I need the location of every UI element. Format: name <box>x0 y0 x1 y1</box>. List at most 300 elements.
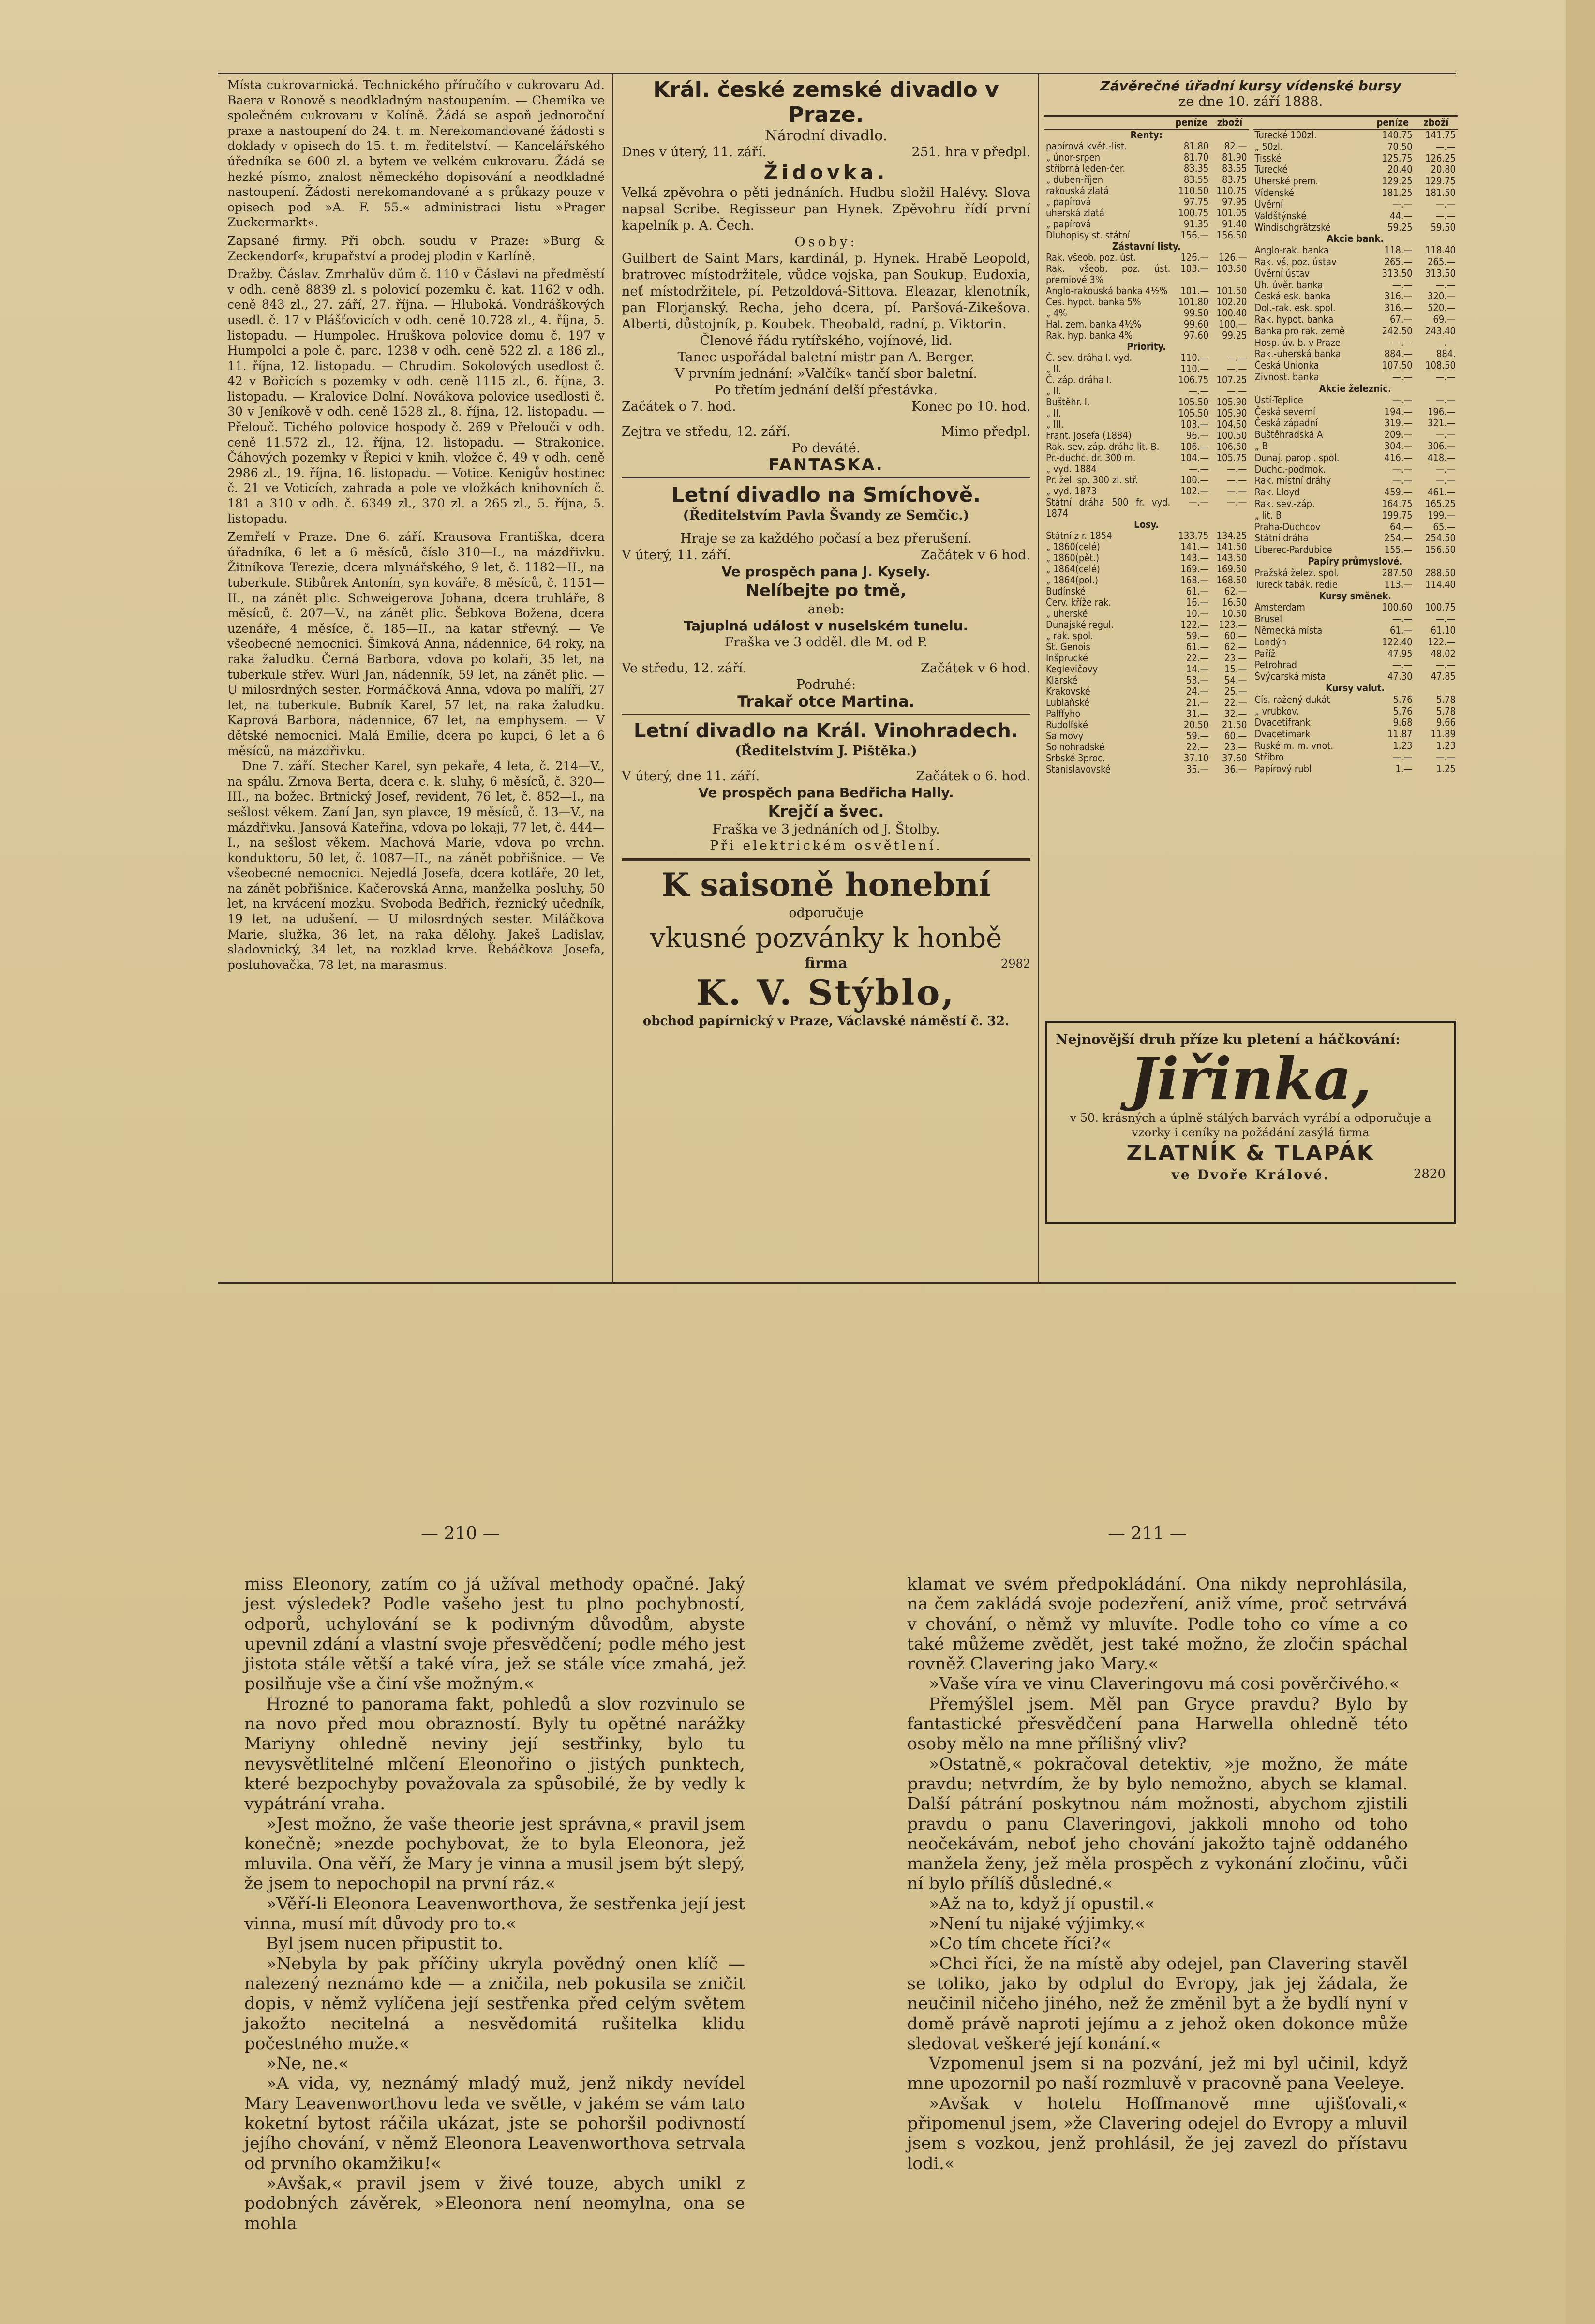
bourse-penize: 20.50 <box>1183 719 1209 730</box>
smichov-title: Letní divadlo na Smíchově. <box>671 483 981 507</box>
bourse-name: Rak. sev.-záp. dráha lit. B. <box>1046 441 1160 452</box>
bourse-penize: 884.— <box>1384 348 1413 360</box>
bourse-row <box>1044 486 1249 497</box>
bourse-penize: 104.— <box>1180 452 1209 463</box>
bourse-row <box>1044 730 1249 742</box>
bourse-penize: 105.50 <box>1178 408 1209 419</box>
bourse-name: Duchc.-podmok. <box>1254 463 1326 475</box>
bourse-zbozi: 83.55 <box>1222 163 1247 174</box>
bourse-penize: 5.76 <box>1393 705 1413 717</box>
bourse-name: Anglo-rak. banka <box>1254 245 1329 256</box>
bourse-penize: 97.75 <box>1183 196 1209 208</box>
next-sub: Po deváté. <box>791 441 861 456</box>
bourse-name: „ vyd. 1884 <box>1046 463 1097 475</box>
bourse-row <box>1253 498 1458 510</box>
bourse-penize: 1.— <box>1395 763 1413 775</box>
bourse-zbozi: —.— <box>1226 497 1247 508</box>
bourse-zbozi: 243.40 <box>1425 325 1456 337</box>
bourse-zbozi: 99.25 <box>1222 330 1247 341</box>
bourse-zbozi: 54.— <box>1224 675 1247 686</box>
novel-paragraph: Hrozné to panorama fakt, pohledů a slov rozvinulo se na novo před mou obrazností. Byly tu opětné narážky Mariyny ohledně neviny její sestřinky, bylo tu nevysvětlitelné mlčení Eleonořino o jistých punktech, které bezpochyby považovala za spůsobilé, že by vedly k vypátrání vraha. <box>244 1694 745 1814</box>
bourse-zbozi: —.— <box>1226 352 1247 363</box>
bourse-rule <box>1044 115 1458 117</box>
bourse-name: „ II. <box>1046 386 1061 397</box>
bourse-name: Česká Unionka <box>1254 360 1319 372</box>
bourse-row <box>1044 641 1249 653</box>
bourse-row <box>1044 174 1249 185</box>
bourse-zbozi: 5.78 <box>1436 705 1456 717</box>
bourse-penize: 113.— <box>1384 579 1413 590</box>
novel-paragraph: »Věří-li Eleonora Leavenworthova, že sestřenka její jest vinna, musí mít důvody pro to.« <box>244 1894 745 1934</box>
bourse-name: Budínské <box>1046 586 1086 597</box>
bourse-name: Státní z r. 1854 <box>1046 530 1112 541</box>
bourse-zbozi: —.— <box>1226 363 1247 374</box>
bourse-zbozi: 103.50 <box>1216 263 1247 274</box>
bourse-row <box>1253 406 1458 418</box>
column-bourse <box>1044 77 1458 775</box>
bourse-name: Státní dráha <box>1254 533 1309 544</box>
bourse-zbozi: 23.— <box>1224 742 1247 753</box>
bourse-penize: 107.50 <box>1382 360 1413 372</box>
novel-paragraph: miss Eleonory, zatím co já užíval methody opačné. Jaký jest výsledek? Podle vašeho jest tu plno pochybností, odporů, uchylování se k podivným důvodům, abyste upevnil zdání a vlastní svoje přesvědčení; podle mého jest jistota stále větší a také víra, jež se stále více zmahá, jež posilňuje vše a činí vše možným.« <box>244 1575 745 1694</box>
bourse-zbozi: 60.— <box>1224 730 1247 742</box>
bourse-name: Banka pro rak. země <box>1254 325 1345 337</box>
bourse-zbozi: —.— <box>1435 429 1456 441</box>
bourse-penize: 118.— <box>1384 245 1413 256</box>
novel-paragraph: »Ostatně,« pokračoval detektiv, »je možno, že máte pravdu; netvrdím, že by bylo nemožno, abych se klamal. Další pátrání poskytnou nám možnosti, abychom zjistili pravdu o panu Claveringovi, jakkoli mnoho od toho neočekávám, neboť jeho chování jakožto tajně oddaného manžela ženy, jež měla prospěch z vykonání zločinu, vůči ní bylo přílíš důsledné.« <box>907 1754 1408 1894</box>
bourse-row <box>1253 222 1458 234</box>
bourse-penize: —.— <box>1392 198 1413 210</box>
theatre-perf: 251. hra v předpl. <box>911 145 1030 160</box>
bourse-name: Uh. úvěr. banka <box>1254 279 1323 291</box>
bourse-penize: 11.87 <box>1387 729 1413 740</box>
bourse-name: Uherské prem. <box>1254 176 1319 187</box>
middle-rule <box>218 1282 1456 1284</box>
bourse-penize: 126.— <box>1180 252 1209 263</box>
smichov-play2: Tajuplná událost v nuselském tunelu. <box>684 618 969 634</box>
bourse-penize: 141.— <box>1180 541 1209 552</box>
bourse-zbozi: —.— <box>1226 475 1247 486</box>
bourse-zbozi: 254.50 <box>1425 533 1456 544</box>
bourse-row <box>1253 441 1458 452</box>
vinohrady-play: Krejčí a švec. <box>768 802 884 820</box>
bourse-penize: 64.— <box>1389 521 1413 533</box>
bourse-row <box>1253 533 1458 544</box>
bourse-penize: 103.— <box>1180 263 1209 274</box>
novel-paragraph: »Ne, ne.« <box>266 2054 349 2074</box>
bourse-name: „ III. <box>1046 419 1064 430</box>
bourse-penize: 22.— <box>1186 742 1209 753</box>
bourse-row <box>1044 163 1249 174</box>
bourse-penize: 199.75 <box>1382 509 1413 521</box>
bourse-zbozi: 62.— <box>1224 586 1247 597</box>
smichov-next-play: Trakař otce Martina. <box>737 692 915 711</box>
bourse-group-heading: Priority. <box>1127 341 1166 352</box>
bourse-penize: —.— <box>1392 372 1413 383</box>
page-edge <box>1566 0 1595 2324</box>
bourse-name: Paříž <box>1254 648 1276 659</box>
bourse-row <box>1253 602 1458 613</box>
bourse-row <box>1253 591 1458 602</box>
bourse-penize: 110.— <box>1180 352 1209 363</box>
play-start: Začátek o 7. hod. <box>622 399 736 414</box>
bourse-zbozi: 37.60 <box>1222 753 1247 764</box>
bourse-row <box>1253 314 1458 326</box>
bourse-penize: 83.35 <box>1183 163 1209 174</box>
bourse-row <box>1253 129 1458 141</box>
bourse-zbozi: 181.50 <box>1425 187 1456 199</box>
smichov-start: Začátek v 6 hod. <box>921 548 1030 563</box>
novel-paragraph: »Vaše víra ve vinu Claveringovu má cosi pověrčivého.« <box>929 1674 1400 1694</box>
novel-paragraph: »A vida, vy, neznámý mladý muž, jenž nikdy nevídel Mary Leavenworthovu leda ve světle, v jakém se vám tato koketní bytost ráčila ukázat, jste se pohoršil podivností jejího chování, v němž Eleonora Leavenworthova setrvala od prvního okamžiku!« <box>244 2074 745 2174</box>
bourse-penize: —.— <box>1392 659 1413 671</box>
bourse-group-heading: Kursy valut. <box>1326 683 1385 694</box>
bourse-penize: 133.75 <box>1178 530 1209 541</box>
smichov-sub: (Ředitelstvím Pavla Švandy ze Semčic.) <box>683 508 969 523</box>
bourse-zbozi: —.— <box>1226 386 1247 397</box>
bourse-penize: 122.— <box>1180 619 1209 630</box>
ad-hunting-addr: obchod papírnický v Praze, Václavské náměstí č. 32. <box>642 1014 1010 1028</box>
bourse-zbozi: 168.50 <box>1216 575 1247 586</box>
bourse-zbozi: 10.50 <box>1222 608 1247 619</box>
bourse-name: Petrohrad <box>1254 659 1297 671</box>
bourse-zbozi: 134.25 <box>1216 530 1247 541</box>
bourse-name: Turecké <box>1254 164 1288 176</box>
next-note: Mimo předpl. <box>941 424 1030 439</box>
bourse-penize: 31.— <box>1186 708 1209 719</box>
smichov-next-sub: Podruhé: <box>796 677 856 692</box>
bourse-row <box>1253 752 1458 763</box>
bourse-left-body <box>1044 129 1249 775</box>
bourse-row <box>1044 475 1249 486</box>
novel-paragraph: »Avšak,« pravil jsem v živé touze, abych unikl z podobných závěrek, »Eleonora není neomylna, ona se mohla <box>244 2174 745 2234</box>
bourse-left-zbozi-head: zboží <box>1210 117 1249 129</box>
bourse-name: „ rak. spol. <box>1046 630 1093 641</box>
bourse-penize: 106.75 <box>1178 374 1209 386</box>
bourse-name: „ uherské <box>1046 608 1088 619</box>
bourse-zbozi: 23.— <box>1224 653 1247 664</box>
bourse-row <box>1253 429 1458 441</box>
bourse-zbozi: 102.20 <box>1216 297 1247 308</box>
theatre-title: Král. české zemské divadlo v Praze. <box>653 77 999 127</box>
bourse-zbozi: —.— <box>1226 463 1247 475</box>
novel-paragraph: »Chci říci, že na místě aby odejel, pan Clavering stavěl se toliko, jako by odplul do Evropy, jak jej žádala, že neučinil ničeho jiného, než že změnil byt a že bydlí nyní v domě právě naproti jejímu a z jehož oken dokonce může sledovat veškeré její konání.« <box>907 1954 1408 2054</box>
bourse-name: Windischgrätzské <box>1254 222 1331 233</box>
bourse-zbozi: 69.— <box>1433 314 1456 326</box>
theatre-divider-2 <box>622 714 1030 715</box>
smichov-aneb: aneb: <box>807 602 845 617</box>
bourse-name: Čes. hypot. banka 5% <box>1046 297 1141 308</box>
bourse-penize: 242.50 <box>1382 325 1413 337</box>
bourse-name: Česká severní <box>1254 406 1315 417</box>
bourse-penize: 61.— <box>1186 641 1209 653</box>
bourse-name: „ II. <box>1046 363 1061 374</box>
bourse-row <box>1044 575 1249 586</box>
bourse-name: „ 50zl. <box>1254 141 1283 152</box>
bourse-penize: 316.— <box>1384 291 1413 302</box>
bourse-penize: 164.75 <box>1382 498 1413 510</box>
bourse-name: „ únor-srpen <box>1046 152 1101 163</box>
ad-yarn-city: ve Dvoře Králové. <box>1171 1167 1330 1183</box>
bourse-name: Dol.-rak. esk. spol. <box>1254 302 1336 314</box>
bourse-penize: 53.— <box>1186 675 1209 686</box>
bourse-zbozi: 1.23 <box>1436 740 1456 752</box>
bourse-zbozi: 418.— <box>1427 452 1456 463</box>
bourse-row <box>1044 129 1249 141</box>
bourse-row <box>1253 487 1458 498</box>
bourse-zbozi: —.— <box>1435 394 1456 406</box>
bourse-penize: 106.— <box>1180 441 1209 452</box>
bourse-name: „ papírová <box>1046 219 1091 230</box>
bourse-name: Německá místa <box>1254 625 1323 636</box>
bourse-penize: 70.50 <box>1387 141 1413 152</box>
bourse-row <box>1044 397 1249 408</box>
bourse-zbozi: —.— <box>1435 659 1456 671</box>
bourse-name: Keglevičovy <box>1046 664 1098 675</box>
notice-deaths-2: Dne 7. září. Stecher Karel, syn pekaře, 4 leta, č. 214—V., na spálu. Zrnova Berta, dcera c. k. sluhy, 6 měsíců, č. 320—III., na božec. Brtnický Josef, revident, 76 let, č. 852—I., na sešlost věkem. Zaní Jan, syn plavce, 19 měsíců, č. 13—V., na mázdřivku. Jansová Kateřina, vdova po lokaji, 77 let, č. 444—I., na sešlost věkem. Machová Marie, vdova po vrchn. konduktoru, 50 let, č. 1087—II., na zánět pobřišnice. — Ve všeobecné nemocnici. Nejedlá Josefa, dcera kotláře, 20 let, na zánět pobřišnice. Kačerovská Anna, manželka posluhy, 50 let, na krvácení mozku. Svoboda Bedřich, řeznický učedník, 19 let, na udušení. — U milosrdných sester. Miláčkova Marie, služka, 36 let, na raka dělohy. Jakeš Ladislav, sladovnický, 34 let, na rozklad krve. Řebáčkova Josefa, posluhovačka, 78 let, na marasmus. <box>227 759 605 972</box>
cast-list: Guilbert de Saint Mars, kardinál, p. Hynek. Hrabě Leopold, bratrovec místodržitele, vůdce vojska, pan Soukup. Eudoxia, neť místodržitele, pí. Petzoldová-Sittova. Eleazar, klenotník, pan Florjanský. Recha, jeho dcera, pí. Paršová-Zikešova. Alberti, důstojník, p. Koubek. Theobald, radní, p. Viktorin. <box>622 251 1030 332</box>
bourse-row <box>1044 441 1249 452</box>
bourse-penize: 9.68 <box>1393 717 1413 729</box>
bourse-row <box>1044 386 1249 397</box>
bourse-zbozi: 126.25 <box>1425 152 1456 164</box>
bourse-penize: 81.80 <box>1183 141 1209 152</box>
theatre-dateline <box>622 144 1030 161</box>
bourse-row <box>1253 291 1458 302</box>
bourse-zbozi: 25.— <box>1224 686 1247 697</box>
novel-paragraph: Byl jsem nucen připustit to. <box>266 1934 504 1954</box>
bourse-penize: —.— <box>1392 394 1413 406</box>
bourse-penize: 110.50 <box>1178 185 1209 196</box>
bourse-zbozi: 82.— <box>1224 141 1247 152</box>
smichov-play: Nelíbejte po tmě, <box>745 581 907 600</box>
bourse-name: Srbské 3proc. <box>1046 753 1105 764</box>
bourse-penize: —.— <box>1392 463 1413 475</box>
bourse-name: Praha-Duchcov <box>1254 521 1321 533</box>
bourse-row <box>1044 541 1249 552</box>
bourse-row <box>1044 597 1249 608</box>
bourse-penize: —.— <box>1392 751 1413 763</box>
bourse-row <box>1044 196 1249 208</box>
bourse-group-heading: Renty: <box>1130 129 1163 141</box>
ad-hunting-main: vkusné pozvánky k honbě <box>650 923 1002 954</box>
bourse-row <box>1253 360 1458 372</box>
ad-yarn-box <box>1045 1021 1456 1224</box>
smichov-play3: Fraška ve 3 odděl. dle M. od P. <box>724 635 928 650</box>
vinohrady-light: Při elektrickém osvětlení. <box>710 838 942 853</box>
bourse-row <box>1044 241 1249 252</box>
bourse-zbozi: 165.25 <box>1425 498 1456 510</box>
bourse-penize: 61.— <box>1389 625 1413 636</box>
bourse-row <box>1044 297 1249 308</box>
bourse-row <box>1253 625 1458 637</box>
bourse-penize: 313.50 <box>1382 268 1413 279</box>
bourse-zbozi: 59.50 <box>1431 222 1456 233</box>
bourse-name: Č. sev. dráha I. vyd. <box>1046 352 1133 363</box>
bourse-zbozi: 884. <box>1436 348 1456 360</box>
bourse-penize: 316.— <box>1384 302 1413 314</box>
bourse-name: Tisské <box>1254 152 1282 164</box>
bourse-penize: 140.75 <box>1382 129 1413 141</box>
bourse-penize: 143.— <box>1180 552 1209 564</box>
bourse-name: Brusel <box>1254 613 1282 625</box>
bourse-name: uherská zlatá <box>1046 208 1105 219</box>
play-desc: Velká zpěvohra o pěti jednáních. Hudbu složil Halévy. Slova napsal Scribe. Regisseur pan Hynek. Zpěvohru řídí první kapelník p. A. Čech. <box>622 185 1030 233</box>
bourse-name: Londýn <box>1254 636 1287 648</box>
bourse-name: Pr.-duchc. dr. 300 m. <box>1046 452 1136 463</box>
bourse-row <box>1253 579 1458 591</box>
bourse-name: Klarské <box>1046 675 1078 686</box>
bourse-penize: 254.— <box>1384 533 1413 544</box>
vinohrady-sub: (Ředitelstvím J. Pištěka.) <box>735 744 917 759</box>
bourse-name: Švýcarská místa <box>1254 671 1326 683</box>
bourse-zbozi: 62.— <box>1224 641 1247 653</box>
bourse-name: Dluhopisy st. státní <box>1046 230 1130 241</box>
bourse-row <box>1253 372 1458 383</box>
bourse-zbozi: 313.50 <box>1425 268 1456 279</box>
bourse-right-body <box>1253 129 1458 775</box>
bourse-row <box>1253 729 1458 740</box>
bourse-penize: 459.— <box>1384 487 1413 498</box>
bourse-penize: 37.10 <box>1183 753 1209 764</box>
bourse-name: Č. záp. dráha I. <box>1046 374 1112 386</box>
bourse-row <box>1253 706 1458 717</box>
bourse-name: Cís. ražený dukát <box>1254 694 1330 705</box>
bourse-row <box>1253 326 1458 337</box>
bourse-row <box>1044 185 1249 196</box>
cast-members: Členové řádu rytířského, vojínové, lid. <box>700 333 953 348</box>
bourse-penize: —.— <box>1188 497 1209 508</box>
bourse-zbozi: 122.— <box>1427 636 1456 648</box>
bourse-name: „ papírová <box>1046 196 1091 208</box>
bourse-row <box>1044 208 1249 219</box>
bourse-penize: 59.— <box>1186 730 1209 742</box>
ad-yarn-num: 2820 <box>1413 1167 1446 1181</box>
notice-firms: Zapsané firmy. Při obch. soudu v Praze: »Burg & Zeckendorf«, krupařství a prodej plodin v Karlíně. <box>227 233 605 263</box>
column-divider-1 <box>612 73 613 1282</box>
bourse-name: Rak. hyp. banka 4% <box>1046 330 1133 341</box>
theatre-divider-3 <box>622 858 1030 861</box>
theatre-date: Dnes v úterý, 11. září. <box>622 145 767 160</box>
theatre-subtitle: Národní divadlo. <box>764 127 888 144</box>
vinohrady-title: Letní divadlo na Král. Vinohradech. <box>633 720 1019 742</box>
vinohrady-date: V úterý, dne 11. září. <box>622 769 760 784</box>
bourse-zbozi: 129.75 <box>1425 176 1456 187</box>
bourse-zbozi: 461.— <box>1427 487 1456 498</box>
bourse-name: Rudolfské <box>1046 719 1088 730</box>
bourse-row <box>1253 740 1458 752</box>
bourse-name: „ vrubkov. <box>1254 705 1299 717</box>
bourse-zbozi: 196.— <box>1427 406 1456 417</box>
bourse-penize: 1.23 <box>1393 740 1413 752</box>
bourse-name: Ruské m. m. vnot. <box>1254 740 1334 752</box>
bourse-penize: 416.— <box>1384 452 1413 463</box>
bourse-row <box>1253 302 1458 314</box>
bourse-penize: 101.80 <box>1178 297 1209 308</box>
bourse-penize: 44.— <box>1389 210 1413 222</box>
bourse-row <box>1044 675 1249 686</box>
bourse-row <box>1044 653 1249 664</box>
bourse-row <box>1044 285 1249 297</box>
bourse-zbozi: 105.90 <box>1216 397 1247 408</box>
bourse-name: Buštěhradská A <box>1254 429 1323 441</box>
bourse-name: papírová květ.-list. <box>1046 141 1127 152</box>
bourse-zbozi: 126.— <box>1219 252 1247 263</box>
bourse-group-heading: Losy. <box>1134 519 1159 530</box>
vinohrady-start: Začátek o 6. hod. <box>916 769 1030 784</box>
page-number-left: — 210 — <box>421 1524 500 1544</box>
bourse-row <box>1253 417 1458 429</box>
bourse-name: rakouská zlatá <box>1046 185 1109 196</box>
bourse-zbozi: 81.90 <box>1222 152 1247 163</box>
bourse-row <box>1253 337 1458 349</box>
bourse-penize: 100.— <box>1180 475 1209 486</box>
bourse-zbozi: —.— <box>1435 613 1456 625</box>
bourse-row <box>1253 671 1458 683</box>
bourse-penize: 14.— <box>1186 664 1209 675</box>
smichov-dateline <box>622 547 1030 564</box>
bourse-penize: 83.55 <box>1183 174 1209 185</box>
ad-hunting-rec: odporučuje <box>789 906 864 921</box>
bourse-penize: 59.— <box>1186 630 1209 641</box>
bourse-row <box>1253 141 1458 153</box>
ad-yarn-firm: ZLATNÍK & TLAPÁK <box>1126 1141 1375 1165</box>
bourse-penize: 129.25 <box>1382 176 1413 187</box>
novel-paragraph: »Jest možno, že vaše theorie jest správna,« pravil jsem konečně; »nezde pochybovat, že to byla Eleonora, jež mluvila. Ona věří, že Mary je vinna a musil jsem být slepý, že jsem to nepochopil na první ráz.« <box>244 1814 745 1894</box>
vinohrady-dateline <box>622 768 1030 785</box>
bourse-penize: —.— <box>1188 386 1209 397</box>
bourse-zbozi: 100.75 <box>1425 602 1456 613</box>
bourse-name: Vídenské <box>1254 187 1294 199</box>
bourse-name: Dunajské regul. <box>1046 619 1114 630</box>
ad-yarn-brand: Jiřinka, <box>1129 1045 1372 1113</box>
bourse-name: Dvacetimark <box>1254 729 1311 740</box>
bourse-row <box>1044 586 1249 597</box>
bourse-zbozi: 91.40 <box>1222 219 1247 230</box>
bourse-zbozi: 47.85 <box>1431 671 1456 683</box>
bourse-zbozi: 100.— <box>1219 319 1247 330</box>
bourse-row <box>1044 708 1249 719</box>
bourse-penize: 155.— <box>1384 544 1413 556</box>
bourse-name: Rak. vš. poz. ústav <box>1254 256 1337 268</box>
bourse-row <box>1253 153 1458 164</box>
bourse-zbozi: 100.50 <box>1216 430 1247 441</box>
bourse-penize: 20.40 <box>1387 164 1413 176</box>
bourse-name: Dunaj. paropl. spol. <box>1254 452 1340 463</box>
bourse-row <box>1044 697 1249 708</box>
bourse-row <box>1253 268 1458 280</box>
bourse-row <box>1044 719 1249 730</box>
bourse-penize: 105.50 <box>1178 397 1209 408</box>
bourse-zbozi: —.— <box>1435 198 1456 210</box>
column-notices <box>227 77 605 972</box>
bourse-row <box>1253 521 1458 533</box>
bourse-row <box>1044 753 1249 764</box>
bourse-row <box>1044 263 1249 285</box>
novel-paragraph: Vzpomenul jsem si na pozvání, jež mi byl učinil, když mne upozornil po naší rozmluvě v pracovně pana Veeleye. <box>907 2054 1408 2094</box>
bourse-name: „ B <box>1254 440 1268 452</box>
bourse-penize: 47.95 <box>1387 648 1413 659</box>
bourse-penize: 91.35 <box>1183 219 1209 230</box>
bourse-group-heading: Akcie železnic. <box>1319 383 1391 394</box>
bourse-row <box>1044 408 1249 419</box>
bourse-name: „ lit. B <box>1254 509 1282 521</box>
bourse-left-name-head <box>1044 117 1172 129</box>
bourse-penize: 122.40 <box>1382 636 1413 648</box>
smichov-note: Hraje se za každého počasí a bez přerušení. <box>680 531 972 546</box>
vinohrady-play2: Fraška ve 3 jednáních od J. Štolby. <box>712 822 940 837</box>
bourse-zbozi: 36.— <box>1224 764 1247 775</box>
